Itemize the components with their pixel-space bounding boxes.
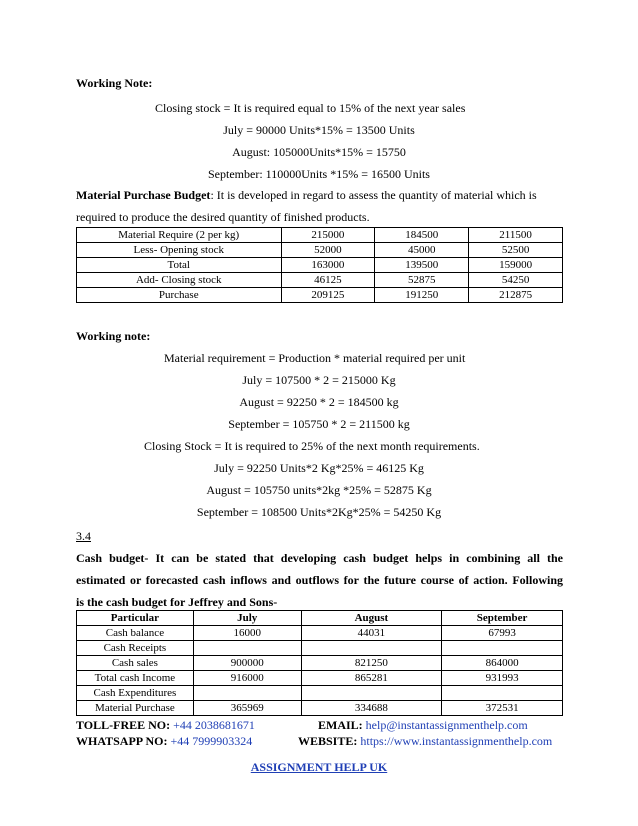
table-row	[77, 258, 563, 273]
table-cell: 46125	[281, 273, 375, 288]
brand-link[interactable]: ASSIGNMENT HELP UK	[250, 760, 388, 774]
table-cell: Material Purchase	[77, 701, 194, 716]
column-header: September	[442, 611, 563, 626]
cash-budget-paragraph: estimated or forecasted cash inflows and outflows for the future course of action. Following	[76, 573, 563, 587]
table-cell: 52875	[375, 273, 469, 288]
column-header: August	[301, 611, 442, 626]
table-cell: 191250	[375, 288, 469, 303]
table-row	[77, 288, 563, 303]
working-note-2-line: September = 108500 Units*2Kg*25% = 54250 Kg	[196, 505, 442, 519]
table-cell: 54250	[469, 273, 563, 288]
table-cell: 52500	[469, 243, 563, 258]
table-row	[77, 686, 563, 701]
column-header: Particular	[77, 611, 194, 626]
table-row	[77, 626, 563, 641]
website-label: WEBSITE:	[298, 734, 358, 748]
table-cell: 821250	[301, 656, 442, 671]
table-cell: 212875	[469, 288, 563, 303]
table-cell: 215000	[281, 228, 375, 243]
material-purchase-table	[76, 227, 563, 303]
table-cell: 864000	[442, 656, 563, 671]
material-purchase-text: : It is developed in regard to assess the quantity of material which is	[210, 188, 537, 202]
working-note-2-heading: Working note:	[76, 329, 151, 343]
table-cell: Less- Opening stock	[77, 243, 282, 258]
table-cell	[193, 686, 301, 701]
section-number: 3.4	[76, 529, 91, 543]
material-purchase-text-2: required to produce the desired quantity of finished products.	[76, 210, 370, 224]
working-note-2-line: August = 92250 * 2 = 184500 kg	[239, 395, 399, 409]
footer-website	[298, 734, 552, 748]
cash-budget-paragraph: is the cash budget for Jeffrey and Sons-	[76, 595, 278, 609]
table-cell	[193, 641, 301, 656]
material-purchase-title: Material Purchase Budget	[76, 188, 211, 202]
footer-email	[318, 718, 528, 732]
email-link[interactable]: help@instantassignmenthelp.com	[365, 718, 528, 732]
table-cell	[442, 641, 563, 656]
working-note-2-line: Material requirement = Production * material required per unit	[164, 351, 466, 365]
table-cell	[301, 641, 442, 656]
table-row	[77, 273, 563, 288]
table-cell	[442, 686, 563, 701]
table-cell: 52000	[281, 243, 375, 258]
table-cell: 163000	[281, 258, 375, 273]
table-row	[77, 243, 563, 258]
table-cell: Cash Expenditures	[77, 686, 194, 701]
table-cell: 45000	[375, 243, 469, 258]
email-label: EMAIL:	[318, 718, 363, 732]
footer-tollfree	[76, 718, 255, 732]
cash-budget-paragraph: Cash budget- It can be stated that developing cash budget helps in combining all the	[76, 551, 563, 565]
column-header: July	[193, 611, 301, 626]
table-cell: 931993	[442, 671, 563, 686]
working-note-2-line: July = 107500 * 2 = 215000 Kg	[242, 373, 396, 387]
working-note-line: Closing stock = It is required equal to 15% of the next year sales	[155, 101, 466, 115]
table-cell: 211500	[469, 228, 563, 243]
website-link[interactable]: https://www.instantassignmenthelp.com	[360, 734, 553, 748]
table-cell: Purchase	[77, 288, 282, 303]
table-cell: 209125	[281, 288, 375, 303]
footer-whatsapp	[76, 734, 252, 748]
material-purchase-paragraph	[76, 188, 537, 202]
table-cell: Cash sales	[77, 656, 194, 671]
table-cell: 865281	[301, 671, 442, 686]
table-row	[77, 671, 563, 686]
working-note-heading: Working Note:	[76, 76, 153, 90]
working-note-2-line: July = 92250 Units*2 Kg*25% = 46125 Kg	[214, 461, 424, 475]
working-note-line: August: 105000Units*15% = 15750	[232, 145, 406, 159]
table-cell: 900000	[193, 656, 301, 671]
table-cell: 44031	[301, 626, 442, 641]
table-cell: 139500	[375, 258, 469, 273]
table-row	[77, 641, 563, 656]
table-cell: 67993	[442, 626, 563, 641]
table-row	[77, 228, 563, 243]
table-cell: 159000	[469, 258, 563, 273]
working-note-2-line: September = 105750 * 2 = 211500 kg	[228, 417, 410, 431]
table-cell: 372531	[442, 701, 563, 716]
table-cell: Cash Receipts	[77, 641, 194, 656]
table-cell	[301, 686, 442, 701]
table-header-row	[77, 611, 563, 626]
whatsapp-number[interactable]: +44 7999903324	[170, 734, 253, 748]
tollfree-label: TOLL-FREE NO:	[76, 718, 171, 732]
cash-budget-table	[76, 610, 563, 716]
tollfree-number[interactable]: +44 2038681671	[173, 718, 255, 732]
table-cell: 916000	[193, 671, 301, 686]
whatsapp-label: WHATSAPP NO:	[76, 734, 168, 748]
table-cell: Add- Closing stock	[77, 273, 282, 288]
working-note-2-line: Closing Stock = It is required to 25% of the next month requirements.	[144, 439, 480, 453]
table-row	[77, 701, 563, 716]
working-note-line: July = 90000 Units*15% = 13500 Units	[223, 123, 415, 137]
table-cell: 16000	[193, 626, 301, 641]
working-note-line: September: 110000Units *15% = 16500 Units	[208, 167, 430, 181]
table-cell: 365969	[193, 701, 301, 716]
table-cell: Material Require (2 per kg)	[77, 228, 282, 243]
table-cell: Total	[77, 258, 282, 273]
table-cell: Cash balance	[77, 626, 194, 641]
table-row	[77, 656, 563, 671]
working-note-2-line: August = 105750 units*2kg *25% = 52875 Kg	[206, 483, 432, 497]
table-cell: 334688	[301, 701, 442, 716]
table-cell: 184500	[375, 228, 469, 243]
table-cell: Total cash Income	[77, 671, 194, 686]
